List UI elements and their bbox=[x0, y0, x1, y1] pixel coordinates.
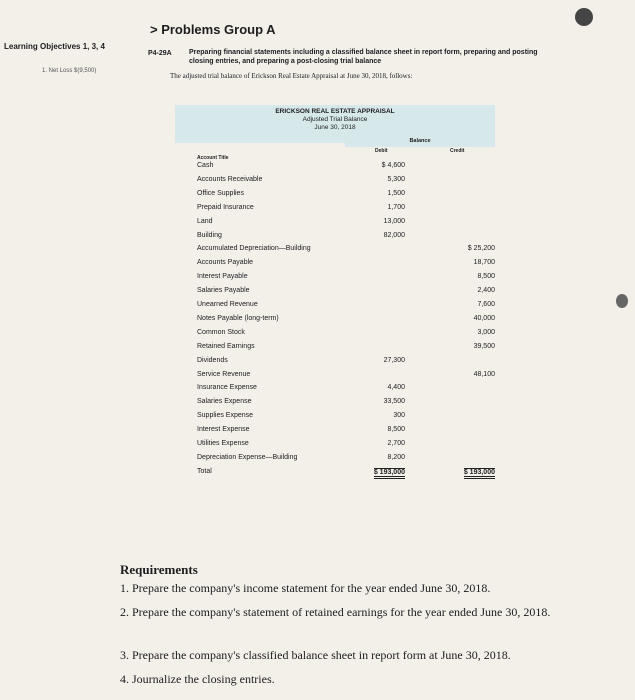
account-name: Salaries Expense bbox=[197, 398, 252, 406]
account-name: Service Revenue bbox=[197, 370, 251, 378]
account-name: Accumulated Depreciation—Building bbox=[197, 245, 311, 253]
credit-value: 40,000 bbox=[473, 314, 495, 322]
total-debit: $ 193,000 bbox=[374, 468, 405, 479]
table-row bbox=[175, 259, 495, 273]
table-row bbox=[175, 232, 495, 246]
table-row bbox=[175, 343, 495, 357]
credit-value: 7,600 bbox=[477, 301, 495, 308]
total-credit: $ 193,000 bbox=[464, 468, 495, 479]
problem-number: P4-29A bbox=[148, 50, 172, 57]
account-name: Dividends bbox=[197, 356, 228, 364]
debit-value: 8,200 bbox=[387, 453, 405, 461]
table-row bbox=[175, 176, 495, 190]
credit-value: 3,000 bbox=[477, 328, 495, 336]
table-row bbox=[175, 204, 495, 218]
table-row bbox=[175, 384, 495, 398]
debit-value: 82,000 bbox=[383, 231, 405, 239]
table-row bbox=[175, 218, 495, 232]
side-handle[interactable] bbox=[616, 294, 628, 308]
total-label: Total bbox=[197, 467, 212, 475]
table-row bbox=[175, 426, 495, 440]
balance-label: Balance bbox=[345, 135, 495, 147]
account-name: Notes Payable (long-term) bbox=[197, 314, 279, 322]
learning-objectives: Learning Objectives 1, 3, 4 bbox=[4, 42, 105, 51]
account-name: Unearned Revenue bbox=[197, 301, 258, 308]
table-row bbox=[175, 245, 495, 259]
table-row bbox=[175, 273, 495, 287]
debit-value: 8,500 bbox=[387, 426, 405, 434]
credit-value: 18,700 bbox=[473, 259, 495, 267]
credit-value: 39,500 bbox=[473, 342, 495, 350]
account-name: Accounts Receivable bbox=[197, 175, 263, 183]
table-row bbox=[175, 440, 495, 454]
account-name: Cash bbox=[197, 162, 214, 169]
account-name: Office Supplies bbox=[197, 189, 244, 197]
account-name: Insurance Expense bbox=[197, 384, 257, 392]
table-row bbox=[175, 357, 495, 371]
table-row bbox=[175, 412, 495, 426]
table-row bbox=[175, 301, 495, 315]
credit-value: 48,100 bbox=[473, 370, 495, 378]
requirement-1: 1. Prepare the company's income statement for the year ended June 30, 2018. bbox=[120, 581, 491, 595]
debit-value: 300 bbox=[393, 412, 405, 420]
debit-header: Debit bbox=[375, 148, 388, 154]
debit-value: 27,300 bbox=[383, 356, 405, 364]
account-name: Interest Payable bbox=[197, 273, 248, 281]
account-name: Supplies Expense bbox=[197, 412, 254, 420]
table-row bbox=[175, 315, 495, 329]
net-loss-note: 1. Net Loss $(9,500) bbox=[42, 68, 97, 74]
table-row bbox=[175, 162, 495, 176]
debit-value: 4,400 bbox=[387, 384, 405, 392]
table-row bbox=[175, 287, 495, 301]
requirement-4: 4. Journalize the closing entries. bbox=[120, 672, 275, 686]
debit-value: 1,500 bbox=[387, 189, 405, 197]
table-row bbox=[175, 454, 495, 468]
table-subtitle: Adjusted Trial Balance bbox=[302, 116, 368, 123]
account-name: Interest Expense bbox=[197, 426, 250, 434]
problem-description: Preparing financial statements including a classified balance sheet in report form, preparing and posting closing entries, and preparing a post-closing trial balance bbox=[189, 49, 538, 65]
table-row bbox=[175, 329, 495, 343]
account-name: Accounts Payable bbox=[197, 259, 254, 267]
problem-note: The adjusted trial balance of Erickson Real Estate Appraisal at June 30, 2018, follows: bbox=[170, 72, 413, 80]
table-date: June 30, 2018 bbox=[314, 124, 356, 131]
section-title: > Problems Group A bbox=[150, 22, 276, 37]
total-row bbox=[175, 468, 495, 482]
debit-value: 13,000 bbox=[383, 217, 405, 225]
trial-balance-table bbox=[175, 105, 495, 505]
debit-value: 5,300 bbox=[387, 175, 405, 183]
debit-value: $ 4,600 bbox=[381, 162, 405, 169]
debit-value: 2,700 bbox=[387, 440, 405, 447]
credit-value: 8,500 bbox=[477, 273, 495, 281]
account-name: Retained Earnings bbox=[197, 342, 255, 350]
table-row bbox=[175, 398, 495, 412]
debit-value: 33,500 bbox=[383, 398, 405, 406]
debit-value: 1,700 bbox=[387, 203, 405, 211]
account-name: Building bbox=[197, 231, 222, 239]
account-name: Utilities Expense bbox=[197, 440, 249, 447]
table-row bbox=[175, 190, 495, 204]
account-name: Common Stock bbox=[197, 328, 245, 336]
account-title-header: Account Title bbox=[197, 155, 229, 161]
requirement-3: 3. Prepare the company's classified balance sheet in report form at June 30, 2018. bbox=[120, 648, 511, 662]
account-name: Depreciation Expense—Building bbox=[197, 453, 298, 461]
credit-value: $ 25,200 bbox=[467, 245, 495, 253]
credit-header: Credit bbox=[450, 148, 465, 154]
account-name: Land bbox=[197, 217, 213, 225]
requirement-2: 2. Prepare the company's statement of retained earnings for the year ended June 30, 2018. bbox=[120, 605, 551, 619]
company-name: ERICKSON REAL ESTATE APPRAISAL bbox=[275, 108, 395, 115]
camera-button[interactable] bbox=[575, 8, 593, 26]
table-row bbox=[175, 371, 495, 385]
credit-value: 2,400 bbox=[477, 287, 495, 295]
account-name: Salaries Payable bbox=[197, 287, 250, 295]
requirements-title: Requirements bbox=[120, 562, 198, 577]
account-name: Prepaid Insurance bbox=[197, 203, 254, 211]
